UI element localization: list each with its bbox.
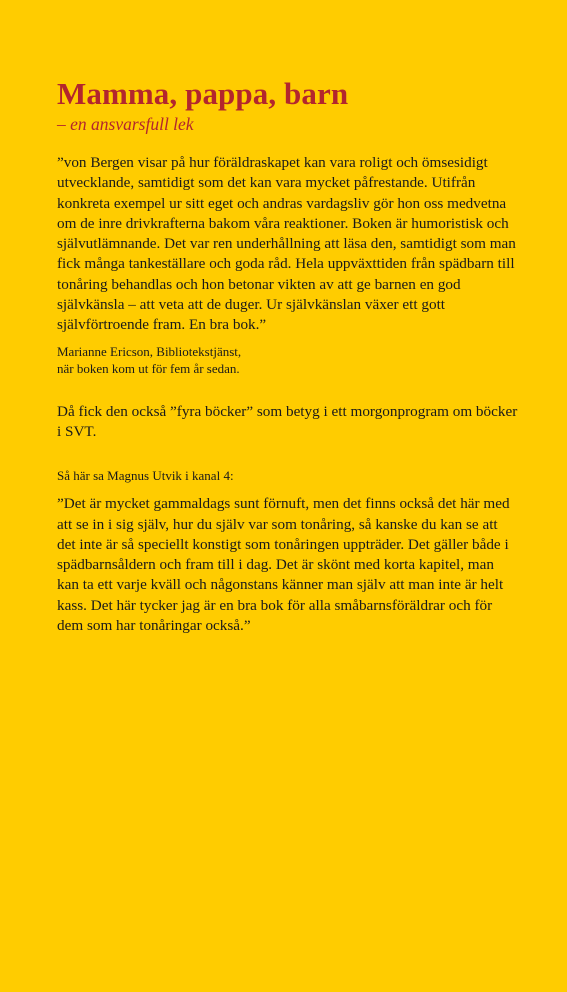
review-quote-2: ”Det är mycket gammaldags sunt förnuft, men det finns också det här med att se in i sig själv, hur du själv var som tonåring, så kanske du kan se att det inte är så speciellt konstigt som tonåringen uppträder. Det gäller både i spädbarnsåldern och fram till i dag. Det är skönt med korta kapitel, man kan ta ett varje kväll och någonstans känner man själv att man inte är helt kass. Det här tycker jag är en bra bok för alla småbarnsföräldrar och för dem som har tonåringar också.” (57, 495, 510, 635)
rating-note: Då fick den också ”fyra böcker” som betyg i ett morgonprogram om böcker i SVT. (57, 402, 518, 440)
review-intro-2: Så här sa Magnus Utvik i kanal 4: (57, 468, 234, 484)
review-attribution-1 (57, 343, 527, 377)
review-quote-1: ”von Bergen visar på hur föräldraskapet kan vara roligt och ömsesidigt utvecklande, samtidigt som det kan vara mycket påfrestande. Utifrån konkreta exempel ur sitt eget och andras vardagsliv gör hon oss medvetna om de inre drivkrafterna bakom våra reaktioner. Boken är humoristisk och självutlämnande. Det var ren underhållning att läsa den, samtidigt som man fick många tankeställare och goda råd. Hela uppväxttiden från spädbarn till tonåring behandlas och hon betonar vikten av att ge barnen en god självkänsla – att veta att de duger. Ur självkänslan växer ett gott självförtroende fram. En bra bok.” (57, 154, 516, 334)
book-title: Mamma, pappa, barn (57, 76, 349, 111)
review-context-1: när boken kom ut för fem år sedan. (57, 360, 240, 376)
review-author-1: Marianne Ericson, Bibliotekstjänst, (57, 343, 242, 359)
book-subtitle: – en ansvarsfull lek (57, 114, 194, 134)
